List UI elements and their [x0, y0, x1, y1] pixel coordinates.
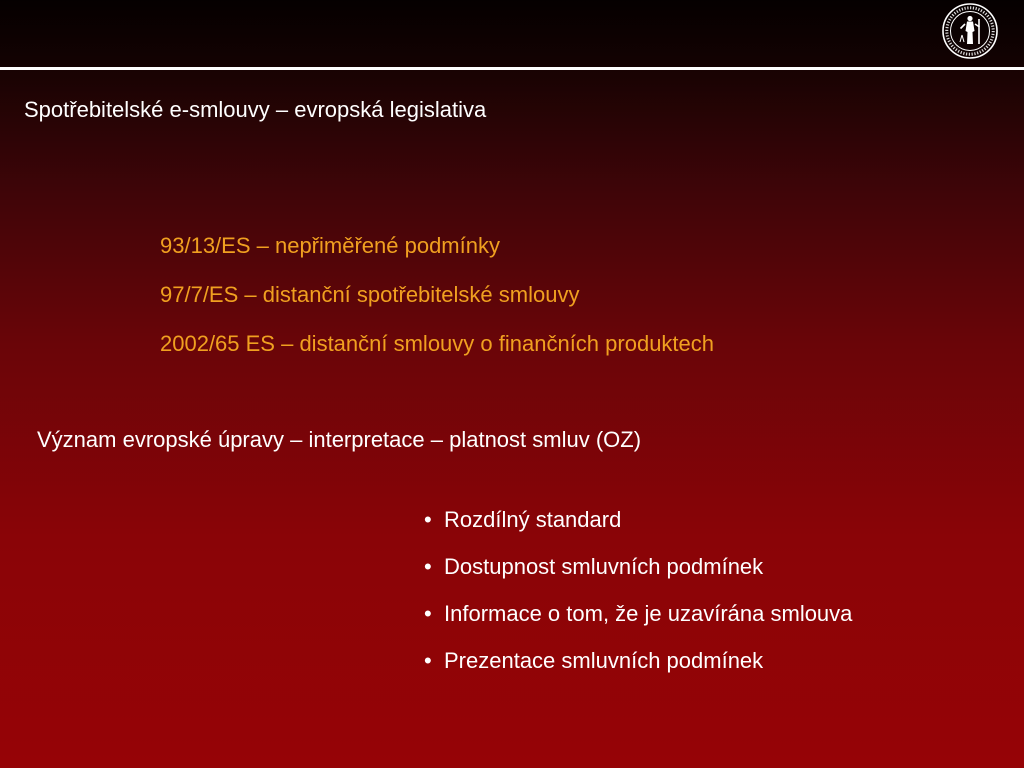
bullet-icon: • — [424, 601, 432, 626]
bullet-list — [424, 505, 852, 693]
bullet-icon: • — [424, 507, 432, 532]
bullet-icon: • — [424, 648, 432, 673]
list-item — [424, 552, 852, 582]
header-divider — [0, 67, 1024, 70]
bullet-text: Dostupnost smluvních podmínek — [444, 554, 764, 579]
list-item — [424, 505, 852, 535]
directive-item: 97/7/ES – distanční spotřebitelské smlouvy — [160, 282, 580, 307]
list-item — [424, 646, 852, 676]
directive-list — [160, 231, 714, 378]
bullet-text: Rozdílný standard — [444, 507, 622, 532]
list-item — [424, 599, 852, 629]
university-seal-icon — [941, 2, 999, 60]
directive-item: 93/13/ES – nepřiměřené podmínky — [160, 233, 500, 258]
header-band — [0, 0, 1024, 68]
bullet-text: Informace o tom, že je uzavírána smlouva — [444, 601, 853, 626]
slide-title: Spotřebitelské e-smlouvy – evropská legislativa — [24, 97, 487, 122]
bullet-text: Prezentace smluvních podmínek — [444, 648, 764, 673]
section-subheading: Význam evropské úpravy – interpretace – platnost smluv (OZ) — [37, 427, 642, 452]
bullet-icon: • — [424, 554, 432, 579]
directive-item: 2002/65 ES – distanční smlouvy o finančních produktech — [160, 331, 715, 356]
